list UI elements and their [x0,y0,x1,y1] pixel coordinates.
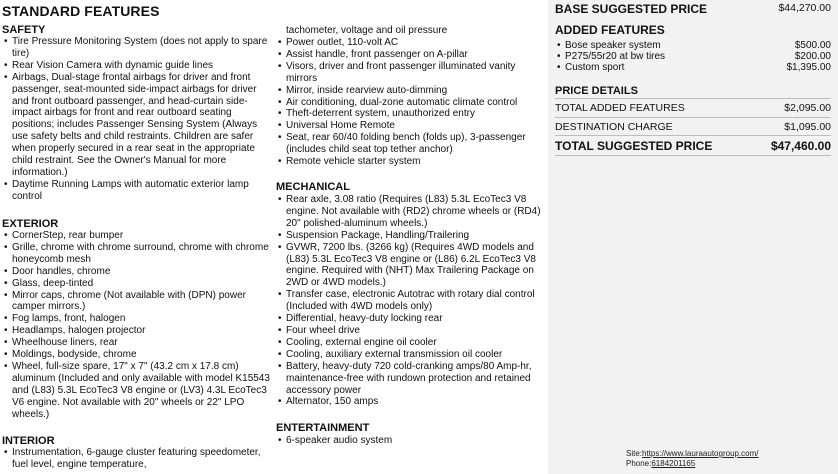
destination-value: $1,095.00 [784,121,831,133]
total-price-label: TOTAL SUGGESTED PRICE [555,139,713,153]
list-item: • Cooling, auxiliary external transmission oil cooler [278,349,542,361]
added-features-heading: ADDED FEATURES [555,23,665,37]
base-price-row [555,2,831,16]
added-feature-price: $500.00 [794,40,831,51]
list-item: • Moldings, bodyside, chrome [4,349,272,361]
entertainment-list [278,435,542,447]
divider [555,135,831,136]
base-price-value: $44,270.00 [778,2,831,14]
added-feature-price: $200.00 [794,51,831,62]
page-title: STANDARD FEATURES [2,3,160,19]
list-item: • Differential, heavy-duty locking rear [278,313,542,325]
mechanical-list [278,194,542,408]
total-added-row [555,102,831,114]
list-item: • Power outlet, 110-volt AC [278,37,542,49]
list-item [557,40,831,51]
section-heading-mechanical: MECHANICAL [276,181,350,193]
total-price-value: $47,460.00 [770,139,831,153]
interior-list-continued-items [278,37,542,168]
list-item: tachometer, voltage and oil pressure [286,25,448,36]
dealer-phone [626,459,695,468]
list-item: • Four wheel drive [278,325,542,337]
interior-list [4,447,272,471]
total-added-value: $2,095.00 [784,102,831,114]
interior-list-continued [286,25,542,37]
section-heading-safety: SAFETY [2,24,46,36]
list-item: • Instrumentation, 6-gauge cluster featuring speedometer, fuel level, engine temperature, [4,447,272,471]
base-price-label: BASE SUGGESTED PRICE [555,2,708,16]
list-item: • Suspension Package, Handling/Trailering [278,230,542,242]
list-item: • GVWR, 7200 lbs. (3266 kg) (Requires 4WD models and (L83) 5.3L EcoTec3 V8 engine or (L86) 6.2L EcoTec3 V8 engine. Required with (NHT) Max Trailering Package on 2WD or 4WD models.) [278,242,542,290]
list-item: • Visors, driver and front passenger illuminated vanity mirrors [278,61,542,85]
section-heading-interior: INTERIOR [2,435,55,447]
phone-label: Phone: [626,459,652,468]
list-item: • Cooling, external engine oil cooler [278,337,542,349]
list-item: • 6-speaker audio system [278,435,542,447]
list-item: • Wheel, full-size spare, 17" x 7" (43.2 cm x 17.8 cm) aluminum (Included and only available with model K15543 and (L83) 5.3L EcoTec3 V8 engine or (LV3) 4.3L EcoTec3 V6 engine. Not available with 20" wheels or 22" LPO wheels.) [4,361,272,421]
list-item: • Seat, rear 60/40 folding bench (folds up), 3-passenger (includes child seat top tether anchor) [278,132,542,156]
divider [555,155,831,156]
list-item: • Tire Pressure Monitoring System (does not apply to spare tire) [4,36,272,60]
list-item: • Theft-deterrent system, unauthorized entry [278,108,542,120]
list-item: • Grille, chrome with chrome surround, chrome with chrome honeycomb mesh [4,242,272,266]
exterior-list [4,230,272,421]
list-item: • Alternator, 150 amps [278,396,542,408]
list-item: • Battery, heavy-duty 720 cold-cranking amps/80 Amp-hr, maintenance-free with rundown protection and retained accessory power [278,361,542,397]
added-feature-label: • Custom sport [565,62,625,73]
list-item: • Rear Vision Camera with dynamic guide lines [4,60,272,72]
list-item: • CornerStep, rear bumper [4,230,272,242]
list-item: • Transfer case, electronic Autotrac with rotary dial control (Included with 4WD models only) [278,289,542,313]
list-item: • Rear axle, 3.08 ratio (Requires (L83) 5.3L EcoTec3 V8 engine. Not available with (RD2) chrome wheels or (RD4) 20" polished-aluminum wheels.) [278,194,542,230]
dealer-site [626,449,759,458]
list-item: • Mirror caps, chrome (Not available with (DPN) power camper mirrors.) [4,290,272,314]
list-item: • Airbags, Dual-stage frontal airbags for driver and front passenger, seat-mounted side-impact airbags for driver and front outboard passenger, and head-curtain side-impact airbags for front and rear outboard seating positions; includes Passenger Sensing System (Always use safety belts and child restraints. Children are safer when properly secured in a rear seat in the appropriate child restraint. See the Owner's Manual for more information.) [4,72,272,179]
divider [555,117,831,118]
list-item [557,51,831,62]
list-item: • Wheelhouse liners, rear [4,337,272,349]
total-price-row [555,139,831,153]
added-feature-price: $1,395.00 [786,62,831,73]
added-features-list [557,40,831,73]
list-item: • Air conditioning, dual-zone automatic climate control [278,97,542,109]
added-feature-label: • P275/55r20 at bw tires [565,51,666,62]
added-feature-label: • Bose speaker system [565,40,661,51]
list-item: • Assist handle, front passenger on A-pillar [278,49,542,61]
destination-label: DESTINATION CHARGE [555,121,673,133]
list-item: • Headlamps, halogen projector [4,325,272,337]
list-item: • Door handles, chrome [4,266,272,278]
phone-link[interactable]: 6184201165 [651,459,696,468]
list-item: • Fog lamps, front, halogen [4,313,272,325]
total-added-label: TOTAL ADDED FEATURES [555,102,685,114]
list-item: • Mirror, inside rearview auto-dimming [278,85,542,97]
pricing-panel [548,0,838,474]
section-heading-exterior: EXTERIOR [2,218,59,230]
list-item: • Remote vehicle starter system [278,156,542,168]
price-details-heading: PRICE DETAILS [555,85,638,97]
safety-list [4,36,272,203]
site-label: Site: [626,449,643,458]
divider [555,98,831,99]
list-item: • Universal Home Remote [278,120,542,132]
list-item: • Daytime Running Lamps with automatic exterior lamp control [4,179,272,203]
section-heading-entertainment: ENTERTAINMENT [276,422,370,434]
site-link[interactable]: https://www.lauraautogroup.com/ [642,449,759,458]
list-item: • Glass, deep-tinted [4,278,272,290]
list-item [557,62,831,73]
destination-row [555,121,831,133]
